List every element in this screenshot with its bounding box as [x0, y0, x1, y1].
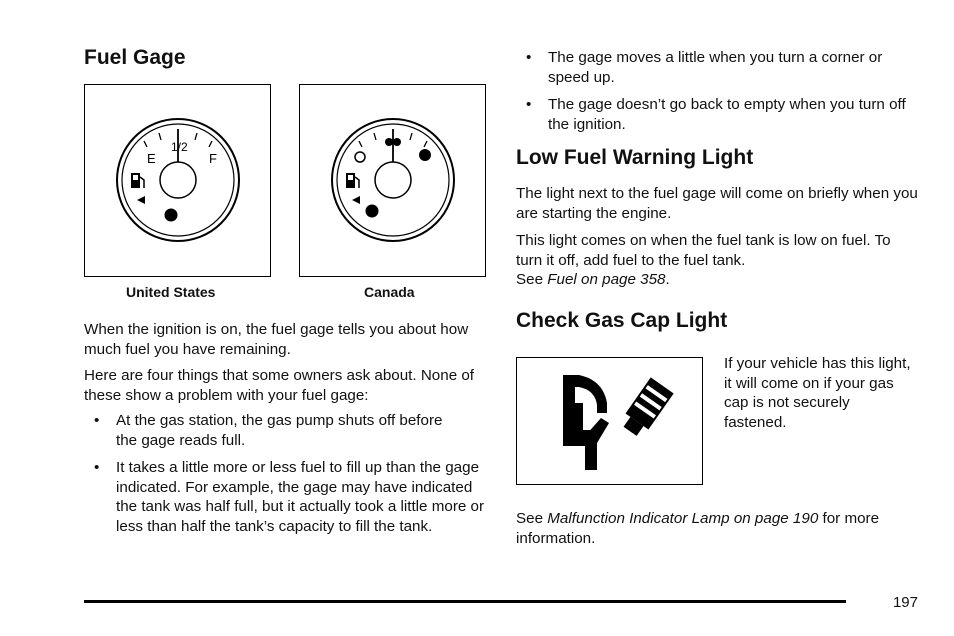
low-fuel-p2: This light comes on when the fuel tank is low on fuel. To turn it off, add fuel to the fuel tank. [516, 232, 891, 269]
malfunction-lamp-link[interactable]: Malfunction Indicator Lamp on page 190 [547, 510, 819, 527]
gas-cap-heading: Check Gas Cap Light [516, 309, 728, 332]
fuel-gage-intro: When the ignition is on, the fuel gage tells you about how much fuel you have remaining. [84, 321, 469, 358]
low-fuel-heading: Low Fuel Warning Light [516, 146, 754, 169]
list-item: • The gage doesn’t go back to empty when you turn off the ignition. [526, 96, 906, 133]
half-label: 1/2 [171, 140, 188, 154]
gas-cap-light-figure [516, 357, 703, 485]
page-number: 197 [892, 594, 918, 611]
footer-rule [84, 600, 846, 603]
canada-fuel-gauge-icon [300, 85, 485, 276]
empty-label: E [147, 151, 156, 166]
list-item: • The gage moves a little when you turn a corner or speed up. [526, 49, 883, 86]
canada-caption: Canada [364, 284, 415, 300]
gas-cap-icon [517, 358, 702, 484]
fuel-page-link[interactable]: Fuel on page 358 [547, 271, 666, 288]
full-label: F [209, 151, 217, 166]
us-caption: United States [126, 284, 216, 300]
fuel-gage-heading: Fuel Gage [84, 46, 186, 69]
low-fuel-see: See Fuel on page 358. [516, 271, 670, 288]
canada-fuel-gauge-figure [299, 84, 486, 277]
list-item: • It takes a little more or less fuel to fill up than the gage indicated. For example, the gage may have indicated the tank was half full, but it actually took a little more or less than half the tank’s capacity to fill the tank. [94, 459, 485, 535]
low-fuel-p1: The light next to the fuel gage will come on briefly when you are starting the engine. [516, 185, 918, 222]
list-item: • At the gas station, the gas pump shuts off before the gage reads full. [94, 412, 443, 449]
four-things-text: Here are four things that some owners ask about. None of these show a problem with your fuel gage: [84, 367, 475, 404]
gas-cap-text: If your vehicle has this light, it will come on if your gas cap is not securely fastened. [724, 355, 911, 431]
us-fuel-gauge-figure [84, 84, 271, 277]
us-fuel-gauge-icon [85, 85, 270, 276]
gas-cap-see: See Malfunction Indicator Lamp on page 190 for more information. [516, 510, 880, 547]
